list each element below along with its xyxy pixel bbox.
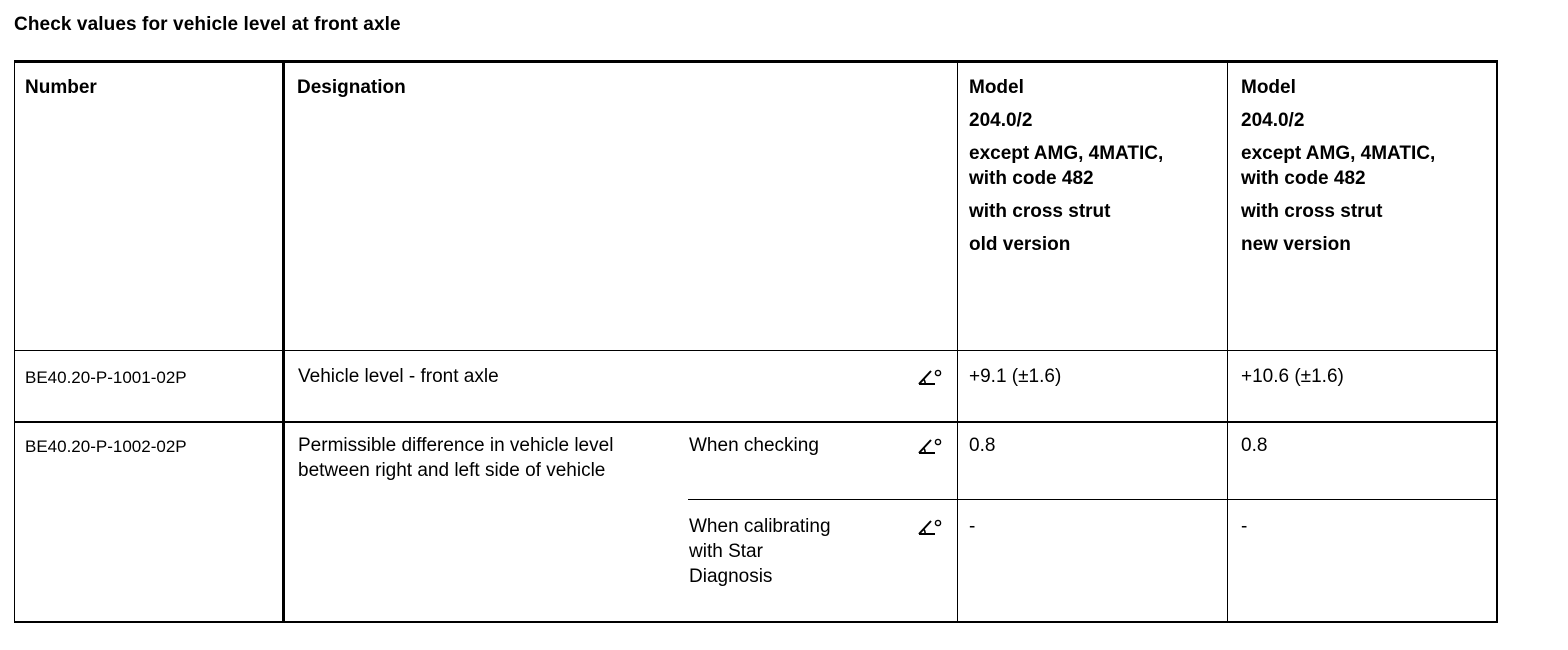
condition-line: Diagnosis <box>689 566 773 587</box>
model-exception: except AMG, 4MATIC, <box>969 143 1164 164</box>
table-border-right <box>1496 60 1498 623</box>
model-label: Model <box>1241 77 1296 98</box>
row2-condition-checking: When checking <box>689 435 819 456</box>
model-exception: except AMG, 4MATIC, <box>1241 143 1436 164</box>
header-model-new <box>1241 75 1435 257</box>
row-separator <box>14 350 1498 351</box>
model-code: 204.0/2 <box>1241 110 1305 131</box>
model-strut: with cross strut <box>1241 201 1383 222</box>
designation-line: Permissible difference in vehicle level <box>298 435 614 456</box>
row-separator <box>14 421 1498 423</box>
header-designation: Designation <box>297 77 406 98</box>
table-border-top <box>14 60 1498 63</box>
angle-degree-icon <box>917 518 943 536</box>
table-border-left <box>14 60 15 623</box>
header-model-old <box>969 75 1163 257</box>
row2-calibrating-value-old: - <box>969 516 976 537</box>
condition-line: with Star <box>689 541 763 562</box>
header-number: Number <box>25 77 97 98</box>
row1-designation: Vehicle level - front axle <box>298 366 499 387</box>
designation-line: between right and left side of vehicle <box>298 460 606 481</box>
row1-value-new: +10.6 (±1.6) <box>1241 366 1344 387</box>
document-title: Check values for vehicle level at front axle <box>14 14 401 35</box>
row2-checking-value-new: 0.8 <box>1241 435 1268 456</box>
model-code-482: with code 482 <box>1241 168 1366 189</box>
model-label: Model <box>969 77 1024 98</box>
condition-line: When calibrating <box>689 516 831 537</box>
row2-calibrating-value-new: - <box>1241 516 1248 537</box>
row2-checking-value-old: 0.8 <box>969 435 996 456</box>
column-separator <box>1227 60 1228 623</box>
model-strut: with cross strut <box>969 201 1111 222</box>
row2-number: BE40.20-P-1002-02P <box>25 437 187 456</box>
angle-degree-icon <box>917 437 943 455</box>
row1-number: BE40.20-P-1001-02P <box>25 368 187 387</box>
model-version: new version <box>1241 234 1351 255</box>
column-separator <box>957 60 958 623</box>
model-version: old version <box>969 234 1071 255</box>
row2-designation <box>298 433 613 483</box>
model-code-482: with code 482 <box>969 168 1094 189</box>
row1-value-old: +9.1 (±1.6) <box>969 366 1062 387</box>
angle-degree-icon <box>917 368 943 386</box>
row2-condition-calibrating <box>689 514 831 589</box>
sub-row-separator <box>688 499 1498 500</box>
table-border-bottom <box>14 621 1498 623</box>
model-code: 204.0/2 <box>969 110 1033 131</box>
column-separator <box>282 60 285 623</box>
